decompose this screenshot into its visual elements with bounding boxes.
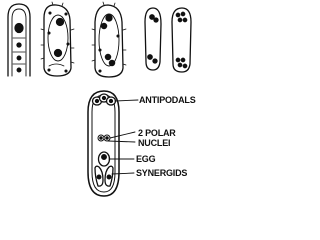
polar-nuclei bbox=[98, 135, 110, 141]
stage-5-embryo-sac bbox=[172, 8, 191, 72]
label-polar-nuclei-line2: NUCLEI bbox=[138, 138, 171, 148]
antipodal-cells bbox=[93, 94, 116, 105]
synergid-cells bbox=[95, 166, 113, 186]
stage-3-ovule bbox=[92, 2, 126, 77]
stage-2-ovule bbox=[41, 2, 74, 76]
stage-4-embryo-sac bbox=[145, 8, 161, 70]
label-egg: EGG bbox=[136, 154, 156, 164]
label-synergids: SYNERGIDS bbox=[136, 168, 188, 178]
egg-cell bbox=[99, 152, 110, 166]
mature-embryo-sac bbox=[88, 91, 119, 196]
label-antipodals: ANTIPODALS bbox=[139, 95, 196, 105]
stage-1-ovule bbox=[8, 4, 30, 76]
label-polar-nuclei-line1: 2 POLAR bbox=[138, 128, 176, 138]
leader-lines bbox=[108, 100, 138, 174]
